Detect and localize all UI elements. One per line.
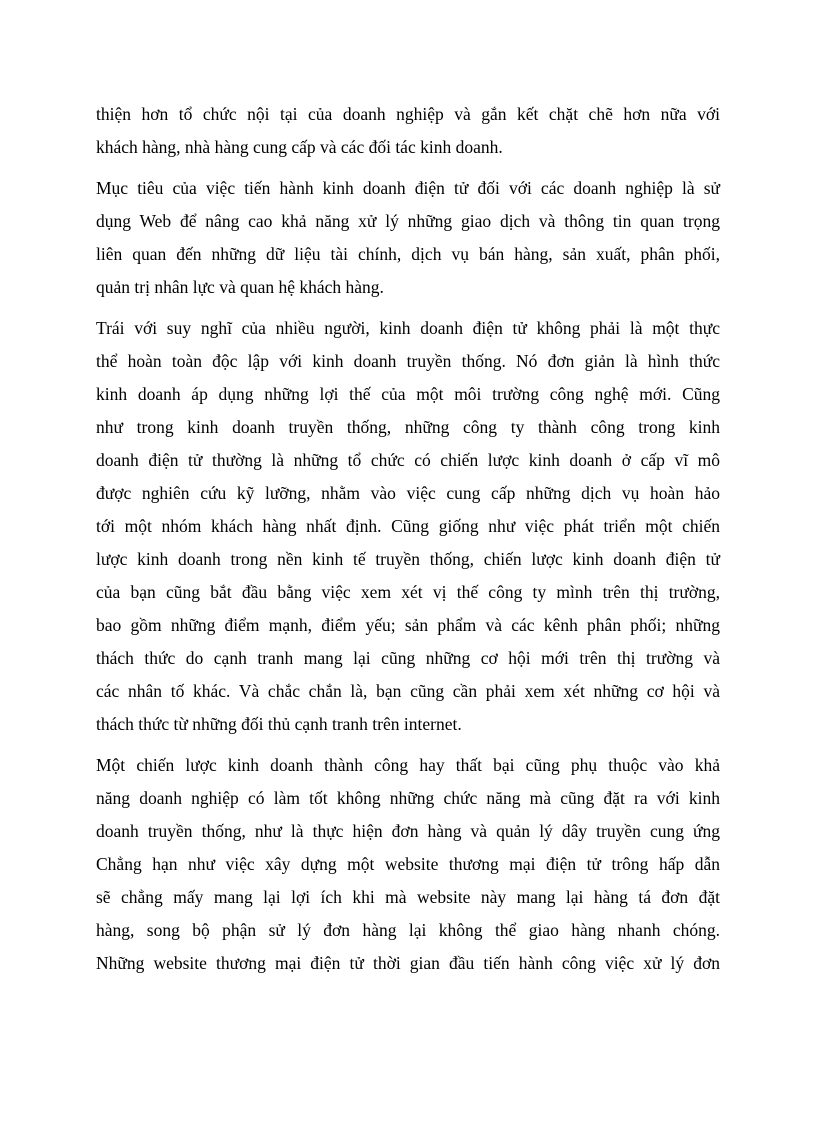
text-line: hàng, song bộ phận sử lý đơn hàng lại không thể giao hàng nhanh chóng. — [96, 920, 720, 940]
paragraph — [96, 749, 720, 980]
text-line: thách thức từ những đối thủ cạnh tranh trên internet. — [96, 714, 462, 734]
text-line: Chẳng hạn như việc xây dựng một website thương mại điện tử trông hấp dẫn — [96, 854, 720, 874]
text-line: liên quan đến những dữ liệu tài chính, dịch vụ bán hàng, sản xuất, phân phối, — [96, 244, 720, 264]
text-line: được nghiên cứu kỹ lưỡng, nhằm vào việc cung cấp những dịch vụ hoàn hảo — [96, 483, 720, 503]
text-line: dụng Web để nâng cao khả năng xử lý những giao dịch và thông tin quan trọng — [96, 211, 720, 231]
paragraph — [96, 312, 720, 741]
body-text — [96, 98, 720, 980]
text-line: Một chiến lược kinh doanh thành công hay thất bại cũng phụ thuộc vào khả — [96, 755, 720, 775]
text-line: sẽ chẳng mấy mang lại lợi ích khi mà website này mang lại hàng tá đơn đặt — [96, 887, 720, 907]
text-line: lược kinh doanh trong nền kinh tế truyền thống, chiến lược kinh doanh điện tử — [96, 549, 720, 569]
text-line: năng doanh nghiệp có làm tốt không những chức năng mà cũng đặt ra với kinh — [96, 788, 720, 808]
paragraph — [96, 98, 720, 164]
text-line: doanh điện tử thường là những tổ chức có chiến lược kinh doanh ở cấp vĩ mô — [96, 450, 720, 470]
text-line: doanh truyền thống, như là thực hiện đơn hàng và quản lý dây truyền cung ứng — [96, 821, 720, 841]
paragraph-gap — [96, 741, 720, 749]
paragraph-gap — [96, 304, 720, 312]
text-line: Trái với suy nghĩ của nhiều người, kinh doanh điện tử không phải là một thực — [96, 318, 720, 338]
text-line: Mục tiêu của việc tiến hành kinh doanh điện tử đối với các doanh nghiệp là sử — [96, 178, 720, 198]
text-line: thách thức do cạnh tranh mang lại cũng những cơ hội mới trên thị trường và — [96, 648, 720, 668]
paragraph-gap — [96, 164, 720, 172]
text-line: như trong kinh doanh truyền thống, những công ty thành công trong kinh — [96, 417, 720, 437]
paragraph — [96, 172, 720, 304]
text-line: các nhân tố khác. Và chắc chắn là, bạn cũng cần phải xem xét những cơ hội và — [96, 681, 720, 701]
text-line: khách hàng, nhà hàng cung cấp và các đối tác kinh doanh. — [96, 137, 503, 157]
text-line: tới một nhóm khách hàng nhất định. Cũng giống như việc phát triển một chiến — [96, 516, 720, 536]
text-line: thể hoàn toàn độc lập với kinh doanh truyền thống. Nó đơn giản là hình thức — [96, 351, 720, 371]
text-line: thiện hơn tổ chức nội tại của doanh nghiệp và gắn kết chặt chẽ hơn nữa với — [96, 104, 720, 124]
text-line: của bạn cũng bắt đầu bằng việc xem xét vị thế công ty mình trên thị trường, — [96, 582, 720, 602]
text-line: Những website thương mại điện tử thời gian đầu tiến hành công việc xử lý đơn — [96, 953, 720, 973]
text-line: bao gồm những điểm mạnh, điểm yếu; sản phẩm và các kênh phân phối; những — [96, 615, 720, 635]
text-line: quản trị nhân lực và quan hệ khách hàng. — [96, 277, 384, 297]
text-line: kinh doanh áp dụng những lợi thế của một môi trường công nghệ mới. Cũng — [96, 384, 720, 404]
